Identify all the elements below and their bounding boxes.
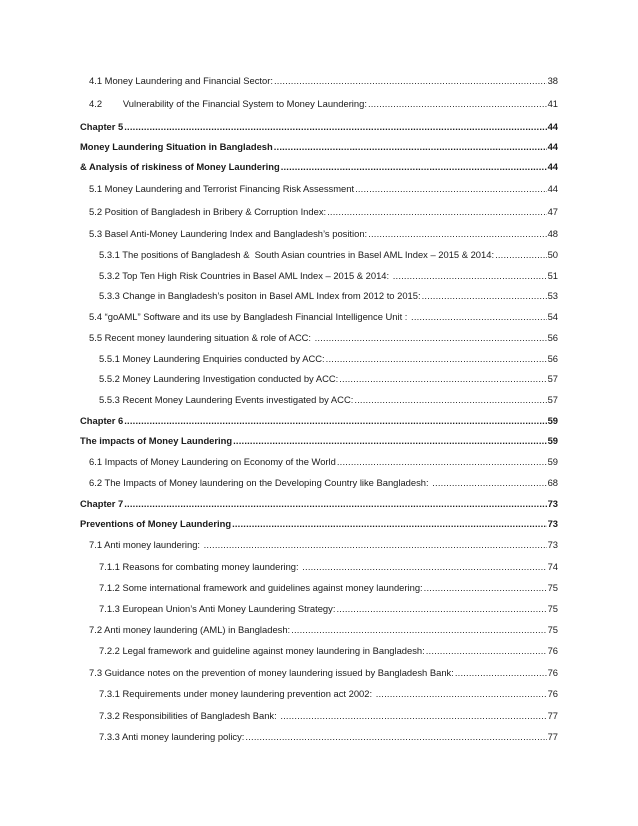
- toc-entry[interactable]: [80, 415, 558, 427]
- toc-entry[interactable]: [99, 688, 558, 700]
- toc-entry[interactable]: [89, 98, 558, 110]
- toc-dot-leader: [337, 456, 547, 468]
- toc-entry[interactable]: [89, 539, 558, 551]
- toc-entry-title: 5.2 Position of Bangladesh in Bribery & Corruption Index:: [89, 206, 327, 217]
- toc-entry[interactable]: [99, 270, 558, 282]
- toc-entry-page-number: 57: [547, 373, 558, 384]
- toc-entry-page-number: 75: [547, 582, 558, 593]
- toc-entry-page-number: 44: [547, 121, 558, 132]
- toc-entry-title: 7.3.1 Requirements under money laundering prevention act 2002:: [99, 688, 375, 699]
- toc-entry-page-number: 75: [547, 603, 558, 614]
- toc-dot-leader: [124, 415, 546, 427]
- toc-dot-leader: [204, 539, 547, 551]
- toc-entry[interactable]: [80, 498, 558, 510]
- toc-dot-leader: [368, 228, 546, 240]
- toc-entry[interactable]: [89, 311, 558, 323]
- toc-dot-leader: [281, 161, 547, 173]
- toc-entry-page-number: 47: [547, 206, 558, 217]
- toc-entry-title: Chapter 7: [80, 498, 124, 509]
- toc-entry-page-number: 44: [547, 141, 558, 152]
- toc-entry[interactable]: [99, 645, 558, 657]
- toc-dot-leader: [302, 561, 546, 573]
- toc-entry-title: 5.5.2 Money Laundering Investigation conducted by ACC:: [99, 373, 339, 384]
- toc-dot-leader: [455, 667, 547, 679]
- toc-entry-title: 4.1 Money Laundering and Financial Sector:: [89, 75, 273, 86]
- toc-dot-leader: [411, 311, 547, 323]
- toc-entry[interactable]: [99, 582, 558, 594]
- toc-entry-page-number: 56: [547, 353, 558, 364]
- toc-dot-leader: [233, 435, 546, 447]
- toc-dot-leader: [280, 710, 546, 722]
- toc-dot-leader: [245, 731, 546, 743]
- toc-dot-leader: [124, 121, 546, 133]
- toc-entry-title: Chapter 5: [80, 121, 124, 132]
- toc-entry[interactable]: [99, 710, 558, 722]
- toc-entry[interactable]: [99, 603, 558, 615]
- toc-entry-title: 7.1.2 Some international framework and guidelines against money laundering:: [99, 582, 423, 593]
- toc-entry[interactable]: [99, 373, 558, 385]
- toc-entry-title: 5.3.1 The positions of Bangladesh & South Asian countries in Basel AML Index – 2015 & 2014:: [99, 249, 495, 260]
- toc-entry-page-number: 76: [547, 645, 558, 656]
- toc-entry-title: 6.2 The Impacts of Money laundering on the Developing Country like Bangladesh:: [89, 477, 432, 488]
- toc-entry-title: 7.1.1 Reasons for combating money laundering:: [99, 561, 302, 572]
- toc-entry-title: & Analysis of riskiness of Money Laundering: [80, 161, 280, 172]
- toc-entry-title: 5.1 Money Laundering and Terrorist Financing Risk Assessment: [89, 183, 355, 194]
- toc-entry-title: 4.2 Vulnerability of the Financial System to Money Laundering:: [89, 98, 367, 109]
- toc-entry-page-number: 48: [547, 228, 558, 239]
- toc-entry-page-number: 44: [547, 161, 558, 172]
- toc-dot-leader: [422, 290, 547, 302]
- toc-entry-page-number: 73: [547, 539, 558, 550]
- toc-entry-title: 7.2.2 Legal framework and guideline against money laundering in Bangladesh:: [99, 645, 425, 656]
- toc-entry-page-number: 76: [547, 667, 558, 678]
- toc-entry-page-number: 75: [547, 624, 558, 635]
- toc-entry-title: Money Laundering Situation in Bangladesh: [80, 141, 273, 152]
- toc-entry-page-number: 38: [547, 75, 558, 86]
- toc-entry-page-number: 44: [547, 183, 558, 194]
- toc-entry[interactable]: [89, 183, 558, 195]
- toc-entry[interactable]: [89, 206, 558, 218]
- toc-dot-leader: [274, 75, 547, 87]
- toc-dot-leader: [393, 270, 547, 282]
- toc-dot-leader: [124, 498, 546, 510]
- toc-entry[interactable]: [80, 161, 558, 173]
- toc-entry-title: 7.1.3 European Union’s Anti Money Laundering Strategy:: [99, 603, 336, 614]
- toc-entry[interactable]: [99, 290, 558, 302]
- toc-dot-leader: [424, 582, 547, 594]
- toc-entry-title: 7.3.2 Responsibilities of Bangladesh Bank:: [99, 710, 280, 721]
- toc-dot-leader: [368, 98, 547, 110]
- toc-entry-title: 5.5.3 Recent Money Laundering Events investigated by ACC:: [99, 394, 354, 405]
- toc-entry[interactable]: [89, 332, 558, 344]
- toc-dot-leader: [291, 624, 546, 636]
- toc-dot-leader: [327, 206, 546, 218]
- toc-entry[interactable]: [89, 667, 558, 679]
- toc-entry[interactable]: [99, 731, 558, 743]
- toc-entry-title: 5.3.3 Change in Bangladesh’s positon in Basel AML Index from 2012 to 2015:: [99, 290, 421, 301]
- toc-entry-title: 5.3.2 Top Ten High Risk Countries in Basel AML Index – 2015 & 2014:: [99, 270, 392, 281]
- toc-entry-title: 6.1 Impacts of Money Laundering on Economy of the World: [89, 456, 336, 467]
- toc-entry-page-number: 68: [547, 477, 558, 488]
- toc-entry[interactable]: [80, 141, 558, 153]
- toc-dot-leader: [232, 518, 547, 530]
- toc-entry[interactable]: [99, 353, 558, 365]
- toc-entry[interactable]: [99, 394, 558, 406]
- toc-entry[interactable]: [99, 249, 558, 261]
- toc-entry-page-number: 77: [547, 731, 558, 742]
- toc-entry-title: 5.5.1 Money Laundering Enquiries conducted by ACC:: [99, 353, 325, 364]
- toc-entry-page-number: 50: [547, 249, 558, 260]
- toc-entry-title: 5.3 Basel Anti-Money Laundering Index and Bangladesh’s position:: [89, 228, 368, 239]
- toc-entry-page-number: 73: [547, 518, 558, 529]
- toc-entry[interactable]: [80, 121, 558, 133]
- toc-entry[interactable]: [99, 561, 558, 573]
- toc-entry-page-number: 73: [547, 498, 558, 509]
- toc-dot-leader: [376, 688, 547, 700]
- toc-dot-leader: [339, 373, 546, 385]
- toc-entry-page-number: 57: [547, 394, 558, 405]
- toc-entry[interactable]: [89, 624, 558, 636]
- toc-entry-page-number: 74: [547, 561, 558, 572]
- toc-entry[interactable]: [80, 518, 558, 530]
- toc-entry[interactable]: [89, 477, 558, 489]
- toc-entry-page-number: 77: [547, 710, 558, 721]
- toc-dot-leader: [326, 353, 547, 365]
- toc-entry-page-number: 76: [547, 688, 558, 699]
- toc-dot-leader: [336, 603, 546, 615]
- toc-entry-title: 7.3 Guidance notes on the prevention of money laundering issued by Bangladesh Bank:: [89, 667, 454, 678]
- toc-dot-leader: [426, 645, 547, 657]
- toc-entry-page-number: 56: [547, 332, 558, 343]
- toc-dot-leader: [354, 394, 546, 406]
- toc-entry-title: 7.2 Anti money laundering (AML) in Bangladesh:: [89, 624, 291, 635]
- toc-entry-title: The impacts of Money Laundering: [80, 435, 233, 446]
- toc-dot-leader: [495, 249, 547, 261]
- toc-entry-page-number: 59: [547, 456, 558, 467]
- toc-entry-title: 7.1 Anti money laundering:: [89, 539, 203, 550]
- toc-entry-title: 5.5 Recent money laundering situation & role of ACC:: [89, 332, 314, 343]
- toc-entry-title: 7.3.3 Anti money laundering policy:: [99, 731, 245, 742]
- toc-entry[interactable]: [89, 75, 558, 87]
- toc-entry[interactable]: [89, 456, 558, 468]
- toc-entry-title: Preventions of Money Laundering: [80, 518, 232, 529]
- toc-entry-page-number: 51: [547, 270, 558, 281]
- toc-entry-title: 5.4 “goAML” Software and its use by Bangladesh Financial Intelligence Unit :: [89, 311, 411, 322]
- toc-entry-title: Chapter 6: [80, 415, 124, 426]
- toc-entry[interactable]: [89, 228, 558, 240]
- toc-entry-page-number: 59: [547, 415, 558, 426]
- toc-dot-leader: [432, 477, 546, 489]
- toc-entry[interactable]: [80, 435, 558, 447]
- toc-dot-leader: [274, 141, 547, 153]
- toc-entry-page-number: 59: [547, 435, 558, 446]
- toc-entry-page-number: 53: [547, 290, 558, 301]
- toc-entry-page-number: 54: [547, 311, 558, 322]
- toc-dot-leader: [315, 332, 547, 344]
- toc-entry-page-number: 41: [547, 98, 558, 109]
- toc-dot-leader: [355, 183, 546, 195]
